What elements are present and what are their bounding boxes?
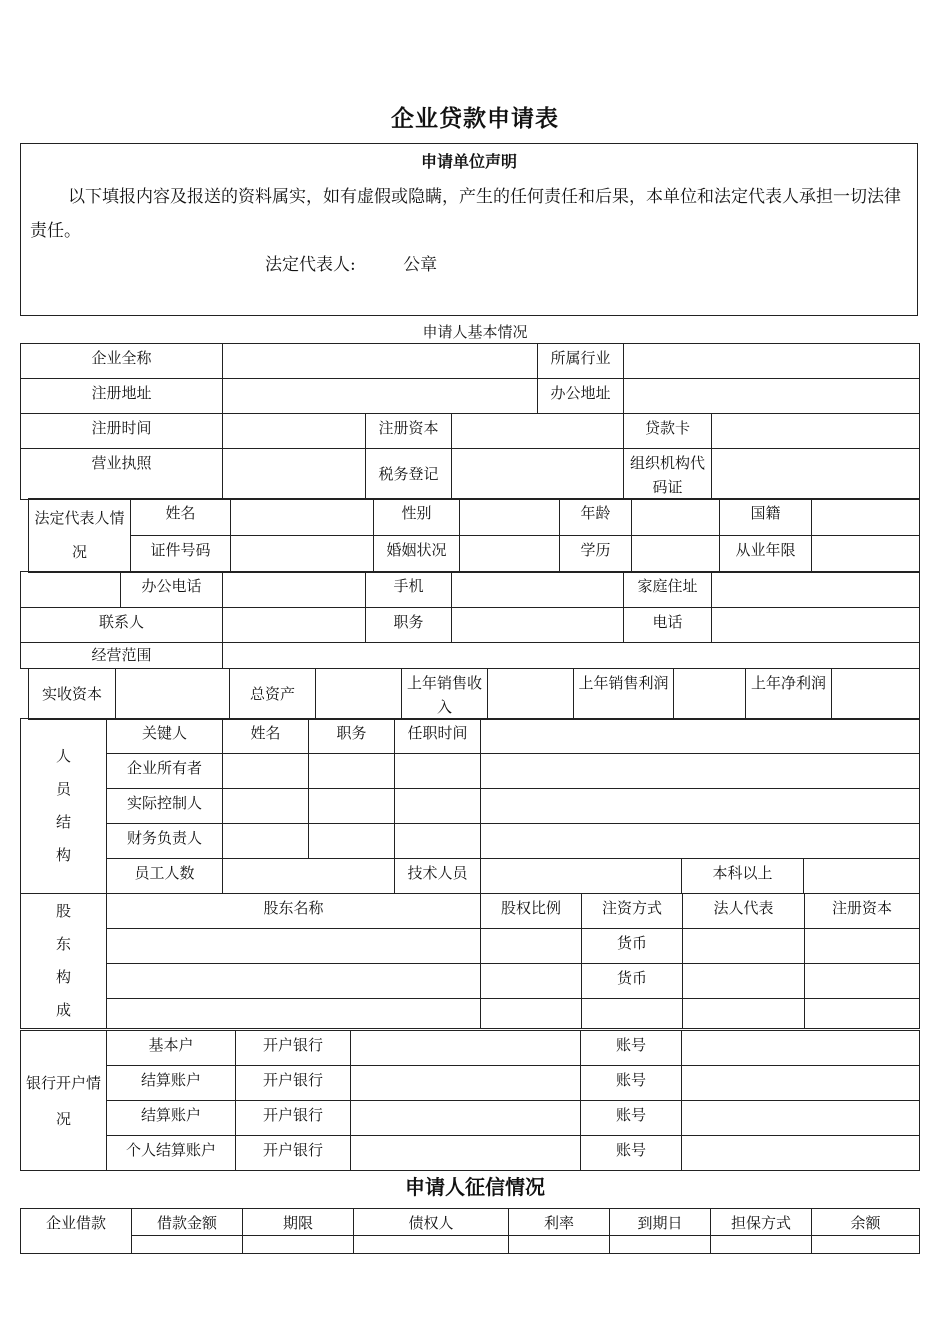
account-no-field[interactable]	[682, 1066, 920, 1101]
owner-position-field[interactable]	[309, 754, 395, 789]
legal-rep-label: 法定代表人:	[265, 255, 356, 275]
gender-label: 性别	[374, 499, 460, 536]
industry-label: 所属行业	[538, 344, 624, 379]
sales-income-field[interactable]	[488, 669, 574, 720]
personnel-label: 人员结构	[21, 719, 107, 894]
marital-field[interactable]	[460, 536, 560, 573]
shareholder-legal-rep-field[interactable]	[683, 964, 805, 999]
loan-rate-field[interactable]	[509, 1236, 610, 1254]
nationality-field[interactable]	[812, 499, 920, 536]
legal-rep-label: 法定代表人情况	[29, 499, 131, 573]
owner-extra-field[interactable]	[481, 754, 920, 789]
net-profit-field[interactable]	[832, 669, 920, 720]
office-address-label: 办公地址	[538, 379, 624, 414]
org-code-label: 组织机构代码证	[624, 449, 712, 500]
company-name-field[interactable]	[223, 344, 538, 379]
loan-amount-field[interactable]	[132, 1236, 243, 1254]
scope-field[interactable]	[223, 643, 920, 669]
total-assets-field[interactable]	[316, 669, 402, 720]
finance-head-extra-field[interactable]	[481, 824, 920, 859]
personnel-extra-cell[interactable]	[481, 719, 920, 754]
role-finance-head: 财务负责人	[107, 824, 223, 859]
loan-term-field[interactable]	[243, 1236, 354, 1254]
tax-reg-field[interactable]	[452, 449, 624, 500]
years-field[interactable]	[812, 536, 920, 573]
capital-method-value: 货币	[582, 964, 683, 999]
shareholder-name-field[interactable]	[107, 999, 481, 1029]
legal-name-field[interactable]	[231, 499, 374, 536]
position-label: 职务	[366, 608, 452, 643]
business-license-field[interactable]	[223, 449, 366, 500]
role-owner: 企业所有者	[107, 754, 223, 789]
credit-header-rate: 利率	[509, 1209, 610, 1236]
tech-staff-label: 技术人员	[395, 859, 481, 894]
capital-method-value	[582, 999, 683, 1029]
loans-label: 企业借款	[21, 1209, 132, 1254]
owner-name-field[interactable]	[223, 754, 309, 789]
account-no-field[interactable]	[682, 1136, 920, 1171]
shareholder-capital-field[interactable]	[805, 999, 920, 1029]
capital-method-value: 货币	[582, 929, 683, 964]
legal-rep-table	[28, 498, 920, 573]
mobile-field[interactable]	[452, 572, 624, 608]
contact-person-field[interactable]	[223, 608, 366, 643]
shareholder-capital-header: 注册资本	[805, 894, 920, 929]
account-no-field[interactable]	[682, 1101, 920, 1136]
form-title: 企业贷款申请表	[391, 105, 559, 132]
shareholder-legal-rep-field[interactable]	[683, 999, 805, 1029]
tech-staff-field[interactable]	[481, 859, 682, 894]
person-name-header: 姓名	[223, 719, 309, 754]
id-no-label: 证件号码	[131, 536, 231, 573]
shareholder-capital-field[interactable]	[805, 929, 920, 964]
controller-tenure-field[interactable]	[395, 789, 481, 824]
shareholder-capital-field[interactable]	[805, 964, 920, 999]
gender-field[interactable]	[460, 499, 560, 536]
company-name-label: 企业全称	[21, 344, 223, 379]
home-address-label: 家庭住址	[624, 572, 712, 608]
mobile-label: 手机	[366, 572, 452, 608]
credit-header-balance: 余额	[812, 1209, 920, 1236]
bachelor-label: 本科以上	[682, 859, 804, 894]
years-label: 从业年限	[720, 536, 812, 573]
id-no-field[interactable]	[231, 536, 374, 573]
tax-reg-label: 税务登记	[366, 449, 452, 500]
reg-address-label: 注册地址	[21, 379, 223, 414]
equity-ratio-header: 股权比例	[481, 894, 582, 929]
open-bank-field[interactable]	[351, 1031, 581, 1066]
position-field[interactable]	[452, 608, 624, 643]
shareholder-legal-rep-field[interactable]	[683, 929, 805, 964]
open-bank-label: 开户银行	[236, 1031, 351, 1066]
controller-position-field[interactable]	[309, 789, 395, 824]
office-phone-field[interactable]	[223, 572, 366, 608]
bank-table	[20, 1030, 920, 1171]
total-assets-label: 总资产	[230, 669, 316, 720]
account-no-label: 账号	[581, 1066, 682, 1101]
person-position-header: 职务	[309, 719, 395, 754]
account-no-label: 账号	[581, 1031, 682, 1066]
sales-profit-label: 上年销售利润	[574, 669, 674, 720]
contact-table	[20, 571, 920, 669]
account-type: 基本户	[107, 1031, 236, 1066]
shareholder-name-field[interactable]	[107, 964, 481, 999]
open-bank-field[interactable]	[351, 1066, 581, 1101]
declaration-heading: 申请单位声明	[420, 152, 517, 171]
finance-head-name-field[interactable]	[223, 824, 309, 859]
contact-blank-cell	[21, 572, 121, 608]
loan-balance-field[interactable]	[812, 1236, 920, 1254]
account-type: 结算账户	[107, 1066, 236, 1101]
account-type: 结算账户	[107, 1101, 236, 1136]
equity-ratio-field[interactable]	[481, 964, 582, 999]
bachelor-field[interactable]	[804, 859, 920, 894]
equity-ratio-field[interactable]	[481, 929, 582, 964]
open-bank-field[interactable]	[351, 1136, 581, 1171]
basic-info-table	[20, 343, 920, 414]
credit-header-due: 到期日	[610, 1209, 711, 1236]
finance-head-tenure-field[interactable]	[395, 824, 481, 859]
office-address-field[interactable]	[624, 379, 920, 414]
reg-time-field[interactable]	[223, 414, 366, 449]
personnel-table	[20, 718, 920, 894]
open-bank-label: 开户银行	[236, 1101, 351, 1136]
reg-address-field[interactable]	[223, 379, 538, 414]
sales-profit-field[interactable]	[674, 669, 746, 720]
staff-count-field[interactable]	[223, 859, 395, 894]
scope-label: 经营范围	[21, 643, 223, 669]
account-no-label: 账号	[581, 1101, 682, 1136]
controller-name-field[interactable]	[223, 789, 309, 824]
credit-section-title: 申请人征信情况	[405, 1175, 545, 1199]
seal-label: 公章	[403, 255, 438, 275]
shareholder-name-field[interactable]	[107, 929, 481, 964]
reg-capital-label: 注册资本	[366, 414, 452, 449]
industry-field[interactable]	[624, 344, 920, 379]
declaration-text: 以下填报内容及报送的资料属实，如有虚假或隐瞒，产生的任何责任和后果，本单位和法定代表人承担一切法律责任。	[30, 187, 901, 241]
shareholders-table	[20, 893, 920, 1029]
basic-info-caption: 申请人基本情况	[422, 323, 528, 341]
credit-header-amount: 借款金额	[132, 1209, 243, 1236]
sales-income-label: 上年销售收入	[402, 669, 488, 720]
org-code-field[interactable]	[712, 449, 920, 500]
open-bank-field[interactable]	[351, 1101, 581, 1136]
declaration-box	[20, 143, 918, 316]
age-field[interactable]	[632, 499, 720, 536]
shareholder-legal-rep-header: 法人代表	[683, 894, 805, 929]
account-no-field[interactable]	[682, 1031, 920, 1066]
loan-due-field[interactable]	[610, 1236, 711, 1254]
marital-label: 婚姻状况	[374, 536, 460, 573]
account-no-label: 账号	[581, 1136, 682, 1171]
finance-table	[28, 668, 920, 720]
credit-header-creditor: 债权人	[354, 1209, 509, 1236]
loan-card-label: 贷款卡	[624, 414, 712, 449]
contact-person-label: 联系人	[21, 608, 223, 643]
nationality-label: 国籍	[720, 499, 812, 536]
education-field[interactable]	[632, 536, 720, 573]
key-person-header: 关键人	[107, 719, 223, 754]
reg-time-label: 注册时间	[21, 414, 223, 449]
shareholder-name-header: 股东名称	[107, 894, 481, 929]
account-type: 个人结算账户	[107, 1136, 236, 1171]
equity-ratio-field[interactable]	[481, 999, 582, 1029]
credit-header-guarantee: 担保方式	[711, 1209, 812, 1236]
office-phone-label: 办公电话	[121, 572, 223, 608]
signature-line	[265, 250, 479, 275]
net-profit-label: 上年净利润	[746, 669, 832, 720]
credit-table	[20, 1208, 920, 1254]
controller-extra-field[interactable]	[481, 789, 920, 824]
phone-label: 电话	[624, 608, 712, 643]
open-bank-label: 开户银行	[236, 1066, 351, 1101]
legal-name-label: 姓名	[131, 499, 231, 536]
finance-head-position-field[interactable]	[309, 824, 395, 859]
loan-creditor-field[interactable]	[354, 1236, 509, 1254]
paid-capital-label: 实收资本	[29, 669, 116, 720]
loan-card-field[interactable]	[712, 414, 920, 449]
staff-count-label: 员工人数	[107, 859, 223, 894]
credit-header-term: 期限	[243, 1209, 354, 1236]
paid-capital-field[interactable]	[116, 669, 230, 720]
capital-method-header: 注资方式	[582, 894, 683, 929]
registration-table	[20, 413, 920, 500]
phone-field[interactable]	[712, 608, 920, 643]
bank-label: 银行开户情况	[21, 1031, 107, 1171]
education-label: 学历	[560, 536, 632, 573]
shareholders-label: 股东构成	[21, 894, 107, 1029]
home-address-field[interactable]	[712, 572, 920, 608]
role-controller: 实际控制人	[107, 789, 223, 824]
owner-tenure-field[interactable]	[395, 754, 481, 789]
reg-capital-field[interactable]	[452, 414, 624, 449]
open-bank-label: 开户银行	[236, 1136, 351, 1171]
tenure-header: 任职时间	[395, 719, 481, 754]
loan-guarantee-field[interactable]	[711, 1236, 812, 1254]
age-label: 年龄	[560, 499, 632, 536]
business-license-label: 营业执照	[21, 449, 223, 500]
